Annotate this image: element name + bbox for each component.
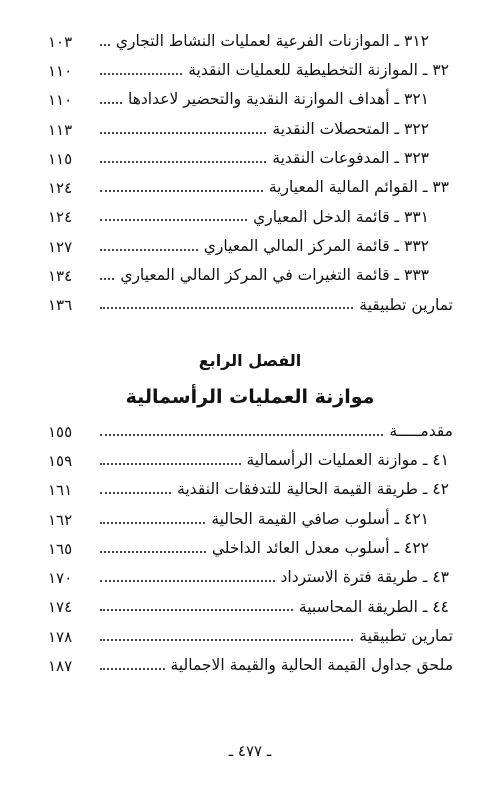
toc-entry <box>48 173 453 202</box>
toc-entry-page-number: ١٣٤ <box>48 267 73 286</box>
toc-entry-page-number: ١٧٨ <box>48 627 73 646</box>
toc-entry-title: تمارين تطبيقية <box>359 295 453 314</box>
toc-entry <box>48 622 453 651</box>
dot-leader <box>100 434 383 436</box>
toc-entry-page-number: ١٦٢ <box>48 510 73 529</box>
dot-leader <box>100 219 247 221</box>
toc-entry-title: ٣١٢ ـ الموازنات الفرعية لعمليات النشاط التجاري <box>115 31 429 50</box>
toc-entry <box>48 232 453 261</box>
toc-entry-title: ٤٣ ـ طريقة فترة الاسترداد <box>280 568 449 587</box>
toc-entry <box>48 651 453 680</box>
dot-leader <box>100 639 353 641</box>
toc-entry <box>48 27 453 56</box>
toc-entry-title: ملحق جداول القيمة الحالية والقيمة الاجمالية <box>170 656 453 675</box>
toc-entry <box>48 563 453 592</box>
toc-entry-page-number: ١١٠ <box>48 61 73 80</box>
toc-entry-page-number: ١٣٦ <box>48 296 73 315</box>
toc-entry-page-number: ١٥٥ <box>48 422 73 441</box>
dot-leader <box>100 190 263 192</box>
toc-entry <box>48 144 453 173</box>
toc-entry <box>48 203 453 232</box>
page-number: ـ ٤٧٧ ـ <box>228 742 272 760</box>
dot-leader <box>100 44 110 46</box>
toc-entry-page-number: ١١٣ <box>48 120 73 139</box>
dot-leader <box>100 522 205 524</box>
dot-leader <box>100 161 266 163</box>
toc-entry-page-number: ١٧٤ <box>48 598 73 617</box>
dot-leader <box>100 492 171 494</box>
toc-entry-page-number: ١٧٠ <box>48 569 73 588</box>
dot-leader <box>100 668 165 670</box>
toc-entry-title: ٣٣١ ـ قائمة الدخل المعياري <box>253 207 429 226</box>
dot-leader <box>100 307 353 309</box>
toc-entry-page-number: ١١٠ <box>48 91 73 110</box>
dot-leader <box>100 551 206 553</box>
toc-entry <box>48 291 453 320</box>
toc-entry-page-number: ١٥٩ <box>48 451 73 470</box>
chapter-label: الفصل الرابع <box>198 351 302 370</box>
toc-entry <box>48 534 453 563</box>
toc-entry <box>48 593 453 622</box>
toc-entry-title: مقدمـــــة <box>389 421 453 440</box>
toc-entry-page-number: ١٢٧ <box>48 237 73 256</box>
toc-entry <box>48 505 453 534</box>
toc-entry <box>48 115 453 144</box>
toc-entry-page-number: ١٢٤ <box>48 208 73 227</box>
toc-entry-title: ٤١ ـ موازنة العمليات الرأسمالية <box>246 451 449 470</box>
toc-entry-title: ٤٢١ ـ أسلوب صافي القيمة الحالية <box>211 509 429 528</box>
toc-entry-page-number: ١٨٧ <box>48 657 73 676</box>
toc-entry-title: ٣٣٣ ـ قائمة التغيرات في المركز المالي المعياري <box>120 266 429 285</box>
dot-leader <box>100 580 275 582</box>
toc-entry-title: ٣٣ ـ القوائم المالية المعيارية <box>268 178 449 197</box>
toc-entry-title: ٤٤ ـ الطريقة المحاسبية <box>298 597 449 616</box>
toc-entry-page-number: ١٠٣ <box>48 32 73 51</box>
toc-entry-title: ٣٢٣ ـ المدفوعات النقدية <box>272 149 429 168</box>
toc-entry-page-number: ١٦١ <box>48 481 73 500</box>
dot-leader <box>100 249 198 251</box>
toc-entry <box>48 261 453 290</box>
toc-entry <box>48 446 453 475</box>
toc-entry-title: ٣٣٢ ـ قائمة المركز المالي المعياري <box>203 236 429 255</box>
dot-leader <box>100 609 293 611</box>
toc-entry <box>48 56 453 85</box>
toc-entry-page-number: ١١٥ <box>48 149 73 168</box>
table-of-contents-lower <box>48 417 453 681</box>
toc-entry <box>48 417 453 446</box>
toc-entry-title: ٣٢ ـ الموازنة التخطيطية للعمليات النقدية <box>188 61 449 80</box>
dot-leader <box>100 132 266 134</box>
toc-entry-title: ٤٢٢ ـ أسلوب معدل العائد الداخلي <box>211 539 429 558</box>
toc-entry-title: ٣٢٢ ـ المتحصلات النقدية <box>272 119 429 138</box>
dot-leader <box>100 102 122 104</box>
toc-entry-page-number: ١٢٤ <box>48 179 73 198</box>
toc-entry <box>48 86 453 115</box>
toc-entry <box>48 476 453 505</box>
table-of-contents-upper <box>48 27 453 320</box>
dot-leader <box>100 73 182 75</box>
dot-leader <box>100 463 241 465</box>
dot-leader <box>100 278 114 280</box>
toc-entry-title: ٣٢١ ـ أهداف الموازنة النقدية والتحضير لاعدادها <box>128 90 429 109</box>
toc-entry-title: تمارين تطبيقية <box>359 626 453 645</box>
toc-entry-title: ٤٢ ـ طريقة القيمة الحالية للتدفقات النقدية <box>177 480 449 499</box>
toc-entry-page-number: ١٦٥ <box>48 539 73 558</box>
chapter-title: موازنة العمليات الرأسمالية <box>125 386 375 408</box>
